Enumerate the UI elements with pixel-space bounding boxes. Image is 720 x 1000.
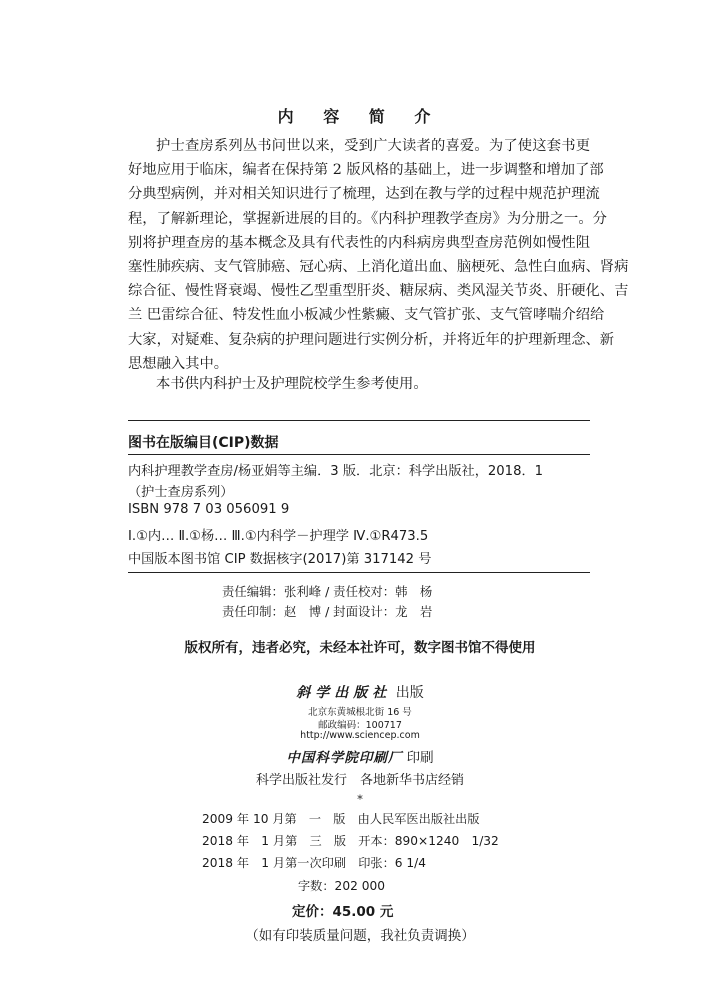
cip-classification-line: Ⅰ.①内… Ⅱ.①杨… Ⅲ.①内科学－护理学 Ⅳ.①R473.5 [128, 529, 429, 544]
cip-heading-rule [128, 454, 590, 455]
cip-heading: 图书在版编目(CIP)数据 [128, 435, 279, 451]
publisher-postcode: 邮政编码：100717 [318, 720, 402, 731]
intro-line: 好地应用于临床，编者在保持第 2 版风格的基础上，进一步调整和增加了部 [128, 162, 604, 179]
edition-line-2: 2018 年 1 月第 三 版 开本：890×1240 1/32 [202, 834, 499, 848]
cip-number-line: 中国版本图书馆 CIP 数据核字(2017)第 317142 号 [128, 552, 432, 567]
intro-line: 塞性肺疾病、支气管肺癌、冠心病、上消化道出血、脑梗死、急性白血病、肾病 [128, 259, 629, 276]
cip-title-line: 内科护理教学查房/杨亚娟等主编．3 版．北京：科学出版社，2018．1 [128, 464, 544, 479]
edition-line-1: 2009 年 10 月第 一 版 由人民军医出版社出版 [202, 812, 480, 826]
page-title: 内 容 简 介 [277, 107, 443, 126]
publisher-website: http://www.sciencep.com [300, 730, 420, 741]
staff-line-1: 责任编辑：张利峰 / 责任校对：韩 杨 [222, 584, 433, 599]
intro-line: 护士查房系列丛书问世以来，受到广大读者的喜爱。为了使这套书更 [156, 138, 590, 154]
intro-line: 别将护理查房的基本概念及具有代表性的内科病房典型查房范例如慢性阻 [128, 234, 590, 251]
intro-line: 兰 巴雷综合征、特发性血小板减少性紫癜、支气管扩张、支气管哮喘介绍给 [128, 307, 605, 324]
cip-isbn-line: ISBN 978 7 03 056091 9 [128, 502, 290, 517]
publisher-address: 北京东黄城根北街 16 号 [308, 707, 412, 718]
publisher-name: 斜学出版社 [296, 685, 392, 701]
printer-suffix: 印刷 [402, 750, 434, 766]
intro-line: 大家，对疑难、复杂病的护理问题进行实例分析，并将近年的护理新理念、新 [128, 331, 615, 348]
intro-paragraph [128, 134, 629, 376]
distributor-line: 科学出版社发行 各地新华书店经销 [255, 773, 464, 788]
cip-top-rule [128, 420, 590, 421]
publisher-line [0, 682, 720, 702]
publisher-suffix: 出版 [391, 685, 424, 701]
intro-line: 程，了解新理论，掌握新进展的目的。《内科护理教学查房》为分册之一。分 [128, 210, 607, 227]
separator-star: * [357, 793, 363, 806]
intro-line: 综合征、慢性肾衰竭、慢性乙型重型肝炎、糖尿病、类风湿关节炎、肝硬化、吉 [128, 283, 629, 300]
intro-line: 思想融入其中。 [128, 355, 229, 372]
quality-notice: （如有印装质量问题，我社负责调换） [245, 928, 475, 944]
word-count: 字数：202 000 [298, 879, 385, 893]
staff-line-2: 责任印制：赵 博 / 封面设计：龙 岩 [222, 604, 433, 619]
printer-name: 中国科学院印刷厂 [286, 750, 403, 766]
price: 定价：45.00 元 [292, 904, 394, 920]
intro-note: 本书供内科护士及护理院校学生参考使用。 [156, 376, 428, 392]
printer-line [0, 746, 720, 766]
cip-bottom-rule [128, 572, 590, 573]
copyright-notice: 版权所有，违者必究，未经本社许可，数字图书馆不得使用 [184, 640, 536, 656]
intro-line: 分典型病例，并对相关知识进行了梳理，达到在教与学的过程中规范护理流 [128, 186, 600, 203]
edition-line-3: 2018 年 1 月第一次印刷 印张：6 1/4 [202, 856, 427, 870]
cip-series-line: （护士查房系列） [128, 485, 234, 500]
